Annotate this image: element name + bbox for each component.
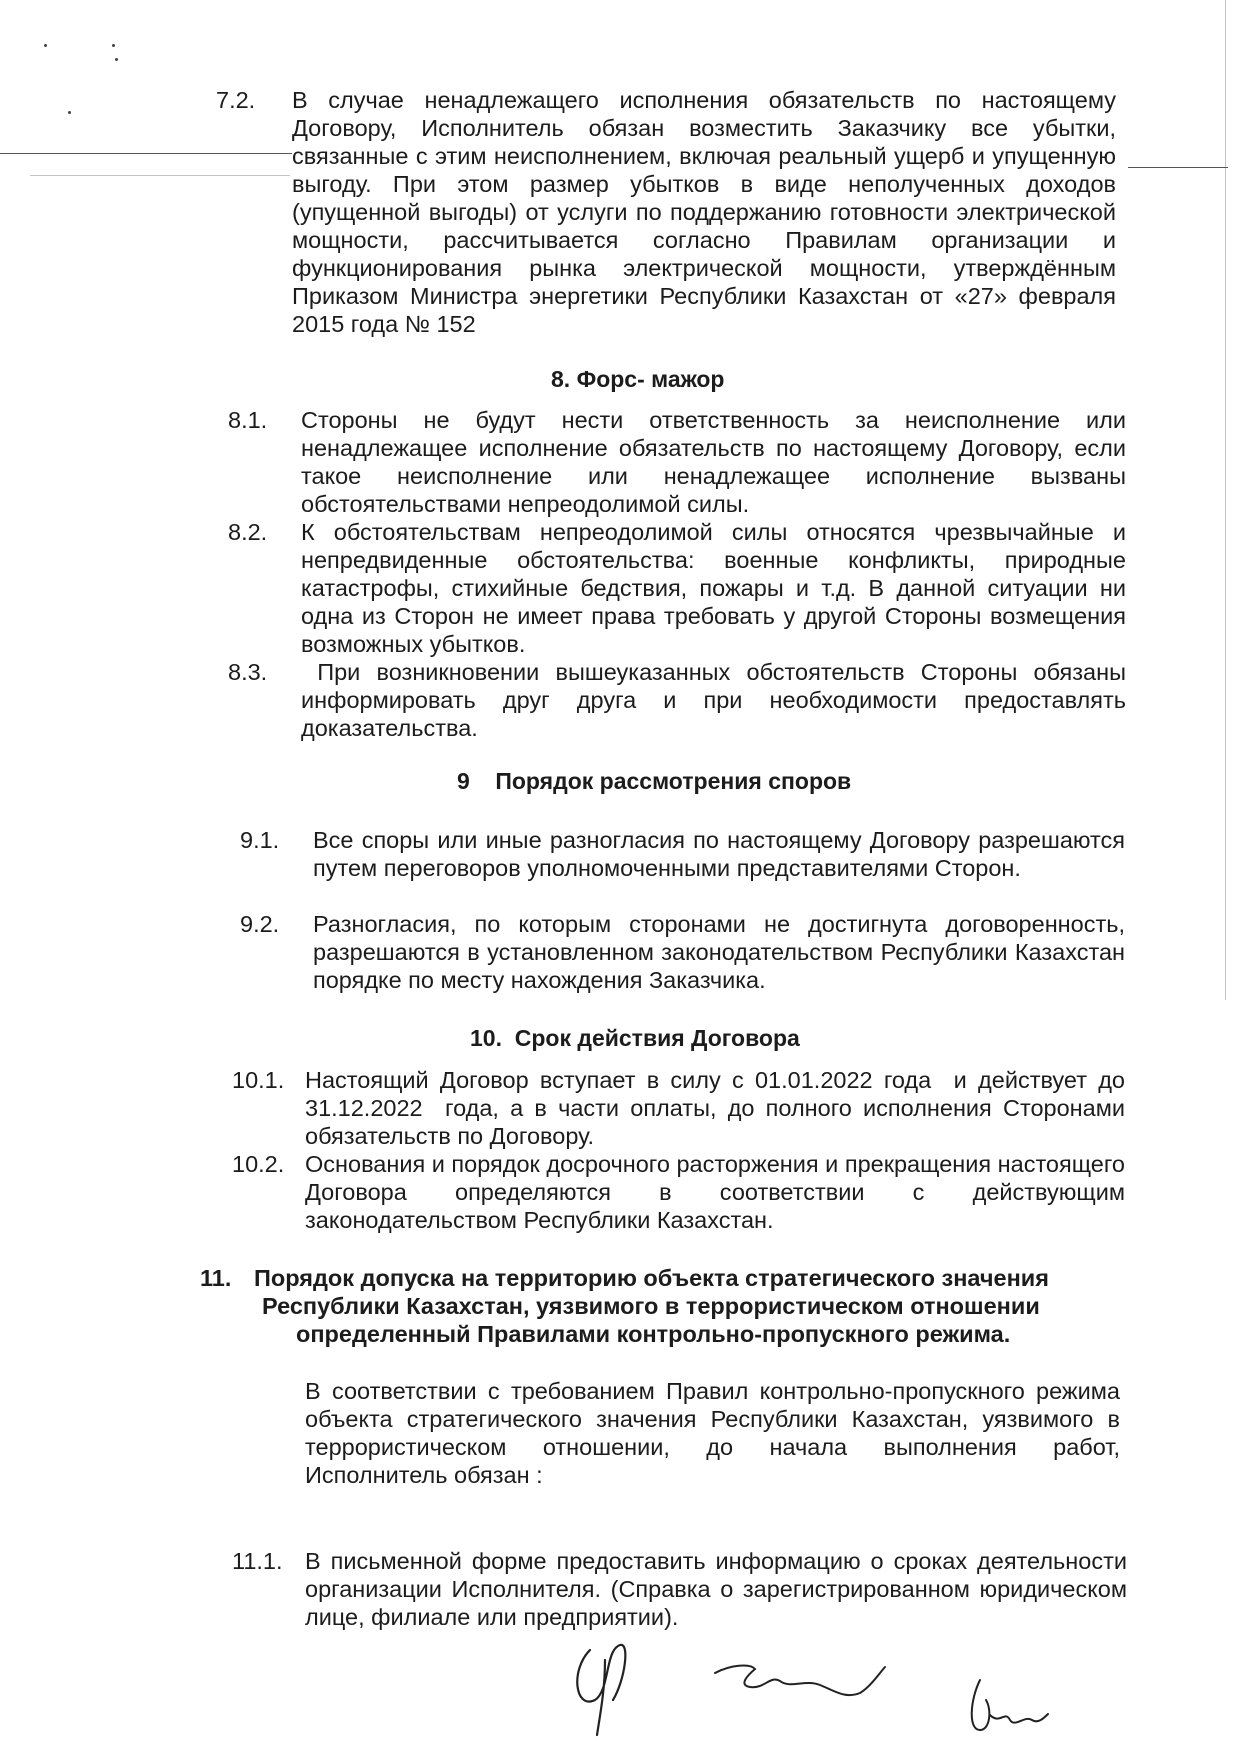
clause-text: Разногласия, по которым сторонами не достигнута договоренность, разрешаются в установленном законодательством Республики Казахстан порядке по месту нахождения Заказчика. bbox=[313, 911, 1125, 993]
heading-line: определенный Правилами контрольно-пропускного режима. bbox=[296, 1321, 1011, 1347]
clause-number: 8.1. bbox=[228, 407, 268, 433]
clause-number: 10.1. bbox=[232, 1067, 285, 1093]
heading-line: Порядок допуска на территорию объекта стратегического значения bbox=[254, 1265, 1049, 1291]
scan-dot bbox=[115, 58, 118, 61]
clause-text: Все споры или иные разногласия по настоящему Договору разрешаются путем переговоров уполномоченными представителями Сторон. bbox=[313, 827, 1125, 881]
scan-dot bbox=[112, 44, 115, 47]
clause-text: В случае ненадлежащего исполнения обязательств по настоящему Договору, Исполнитель обязан возместить Заказчику все убытки, связанные с этим неисполнением, включая реальный ущерб и упущенную выгоду. При этом размер убытков в виде неполученных доходов (упущенной выгоды) от услуги по поддержанию готовности электрической мощности, рассчитывается согласно Правилам организации и функционирования рынка электрической мощности, утверждённым Приказом Министра энергетики Республики Казахстан от «27» февраля 2015 года № 152 bbox=[292, 87, 1116, 337]
signature-1 bbox=[565, 1630, 645, 1740]
scan-dot bbox=[44, 44, 47, 47]
section-heading-8: 8. Форс- мажор bbox=[551, 366, 725, 392]
heading-line: Республики Казахстан, уязвимого в террористическом отношении bbox=[262, 1293, 1040, 1319]
clause-number: 10.2. bbox=[232, 1151, 285, 1177]
clause-text: При возникновении вышеуказанных обстоятельств Стороны обязаны информировать друг друга и при необходимости предоставлять доказательства. bbox=[301, 659, 1133, 741]
signature-2 bbox=[710, 1655, 890, 1715]
clause-text: Основания и порядок досрочного расторжения и прекращения настоящего Договора определяются в соответствии с действующим законодательством Республики Казахстан. bbox=[305, 1151, 1125, 1233]
section-heading-11 bbox=[200, 1264, 1120, 1354]
clause-number: 7.2. bbox=[216, 87, 256, 113]
section-heading-10: 10. Срок действия Договора bbox=[470, 1025, 800, 1051]
clause-number: 8.3. bbox=[228, 659, 268, 685]
clause-text: Стороны не будут нести ответственность за неисполнение или ненадлежащее исполнение обязательств по настоящему Договору, если такое неисполнение или ненадлежащее исполнение вызваны обстоятельствами непреодолимой силы. bbox=[301, 407, 1126, 517]
scan-dot bbox=[68, 111, 71, 114]
scan-line-dotted bbox=[30, 175, 290, 176]
clause-number: 9.2. bbox=[240, 911, 280, 937]
clause-number: 8.2. bbox=[228, 519, 268, 545]
section-11-intro: В соответствии с требованием Правил контрольно-пропускного режима объекта стратегического значения Республики Казахстан, уязвимого в террористическом отношении, до начала выполнения работ, Исполнитель обязан : bbox=[305, 1378, 1147, 1488]
section-number: 11. bbox=[200, 1265, 232, 1291]
signature-3 bbox=[960, 1670, 1050, 1750]
scan-line-right-short bbox=[1128, 167, 1228, 168]
clause-text: Настоящий Договор вступает в силу с 01.01.2022 года и действует до 31.12.2022 года, а в части оплаты, до полного исполнения Сторонами обязательств по Договору. bbox=[305, 1067, 1132, 1149]
clause-number: 11.1. bbox=[232, 1548, 283, 1574]
clause-text: К обстоятельствам непреодолимой силы относятся чрезвычайные и непредвиденные обстоятельства: военные конфликты, природные катастрофы, стихийные бедствия, пожары и т.д. В данной ситуации ни одна из Сторон не имеет права требовать у другой Стороны возмещения возможных убытков. bbox=[301, 519, 1126, 657]
section-heading-9: 9 Порядок рассмотрения споров bbox=[457, 768, 852, 794]
scan-line-right-edge bbox=[1225, 0, 1226, 1000]
scan-line-left bbox=[0, 153, 292, 154]
clause-number: 9.1. bbox=[240, 827, 280, 853]
clause-text: В письменной форме предоставить информацию о сроках деятельности организации Исполнителя. (Справка о зарегистрированном юридическом лице, филиале или предприятии). bbox=[305, 1548, 1127, 1630]
